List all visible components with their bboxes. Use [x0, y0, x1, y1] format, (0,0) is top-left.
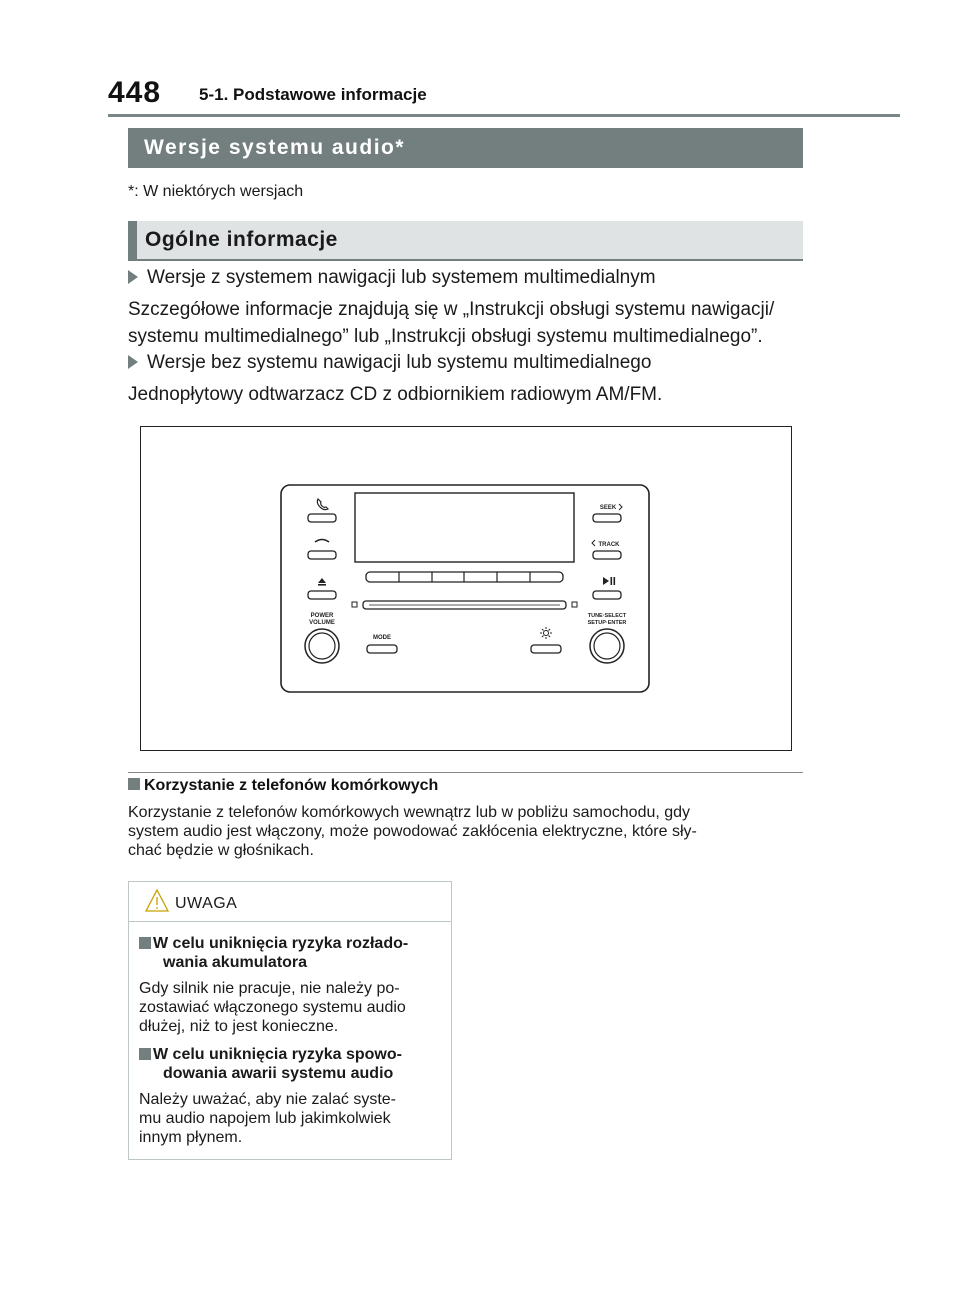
section-title: 5-1. Podstawowe informacje: [199, 85, 427, 104]
warning-body-failure-line-2: mu audio napojem lub jakimkolwiek: [139, 1110, 391, 1127]
warning-sub-battery: [139, 934, 449, 972]
warning-sub-battery-line-1: W celu uniknięcia ryzyka rozłado-: [153, 935, 409, 952]
warning-sub-battery-line-2: wania akumulatora: [163, 954, 308, 971]
square-bullet-icon: [139, 1048, 151, 1060]
bullet-heading-nav: [128, 267, 656, 289]
warning-triangle-icon: [144, 888, 170, 914]
phones-subheading-text: Korzystanie z telefonów komórkowych: [144, 777, 439, 794]
radio-unit-drawing: [141, 427, 791, 749]
main-heading: Wersje systemu audio*: [144, 136, 406, 159]
warning-body-failure: [139, 1090, 449, 1147]
bullet-heading-no-nav: [128, 352, 651, 374]
power-label-1: POWER: [310, 613, 334, 619]
phones-subheading: [128, 777, 438, 795]
power-label-2: VOLUME: [309, 620, 335, 626]
power-volume-knob: [305, 629, 339, 663]
banner-accent: [128, 221, 137, 259]
warning-sub-failure-line-2: dowania awarii systemu audio: [163, 1065, 394, 1082]
seek-label: SEEK: [599, 505, 617, 511]
paragraph-nav-line-2: systemu multimedialnego” lub „Instrukcji obsługi systemu multimedialnego”.: [128, 326, 763, 347]
warning-sub-failure: [139, 1045, 449, 1083]
warning-body-battery-line-3: dłużej, niż to jest konieczne.: [139, 1018, 339, 1035]
triangle-bullet-icon: [128, 355, 138, 369]
radio-illustration: [140, 426, 792, 751]
track-label: TRACK: [598, 542, 620, 548]
warning-body-battery-line-2: zostawiać włączonego systemu audio: [139, 999, 406, 1016]
warning-header: [129, 882, 451, 922]
triangle-bullet-icon: [128, 270, 138, 284]
main-heading-banner: [128, 128, 803, 168]
mode-button: [367, 645, 397, 653]
play-pause-button: [593, 591, 621, 599]
tune-label-1: TUNE·SELECT: [587, 613, 627, 619]
paragraph-cd: Jednopłytowy odtwarzacz CD z odbiornikiem radiowym AM/FM.: [128, 384, 663, 405]
tune-label-2: SETUP·ENTER: [587, 620, 627, 626]
seek-button: [593, 514, 621, 522]
radio-display: [355, 493, 574, 562]
square-bullet-icon: [139, 937, 151, 949]
sub-heading: Ogólne informacje: [145, 228, 338, 251]
warning-box: [128, 881, 452, 1160]
paragraph-nav: [128, 296, 803, 350]
phones-paragraph: [128, 803, 788, 860]
header-rule: [108, 114, 900, 117]
square-bullet-icon: [128, 778, 140, 790]
warning-body-battery-line-1: Gdy silnik nie pracuje, nie należy po-: [139, 980, 400, 997]
warning-sub-failure-line-1: W celu uniknięcia ryzyka spowo-: [153, 1046, 402, 1063]
track-button: [593, 551, 621, 559]
section-divider: [128, 772, 803, 773]
phones-line-3: chać będzie w głośnikach.: [128, 842, 314, 859]
bullet-heading-nav-text: Wersje z systemem nawigacji lub systemem multimedialnym: [147, 267, 656, 288]
warning-body-battery: [139, 979, 449, 1036]
warning-body-failure-line-3: innym płynem.: [139, 1129, 243, 1146]
sub-heading-banner: [128, 221, 803, 261]
bullet-heading-no-nav-text: Wersje bez systemu nawigacji lub systemu multimedialnego: [147, 352, 652, 373]
footnote: *: W niektórych wersjach: [128, 183, 304, 200]
phones-line-1: Korzystanie z telefonów komórkowych wewnątrz lub w pobliżu samochodu, gdy: [128, 804, 691, 821]
paragraph-nav-line-1: Szczegółowe informacje znajdują się w „Instrukcji obsługi systemu nawigacji/: [128, 299, 775, 320]
warning-body-failure-line-1: Należy uważać, aby nie zalać syste-: [139, 1091, 396, 1108]
tune-select-knob: [590, 629, 624, 663]
page-number: 448: [108, 76, 162, 109]
mode-label: MODE: [373, 635, 391, 641]
phones-line-2: system audio jest włączony, może powodować zakłócenia elektryczne, które sły-: [128, 823, 697, 840]
warning-title: UWAGA: [175, 895, 238, 912]
